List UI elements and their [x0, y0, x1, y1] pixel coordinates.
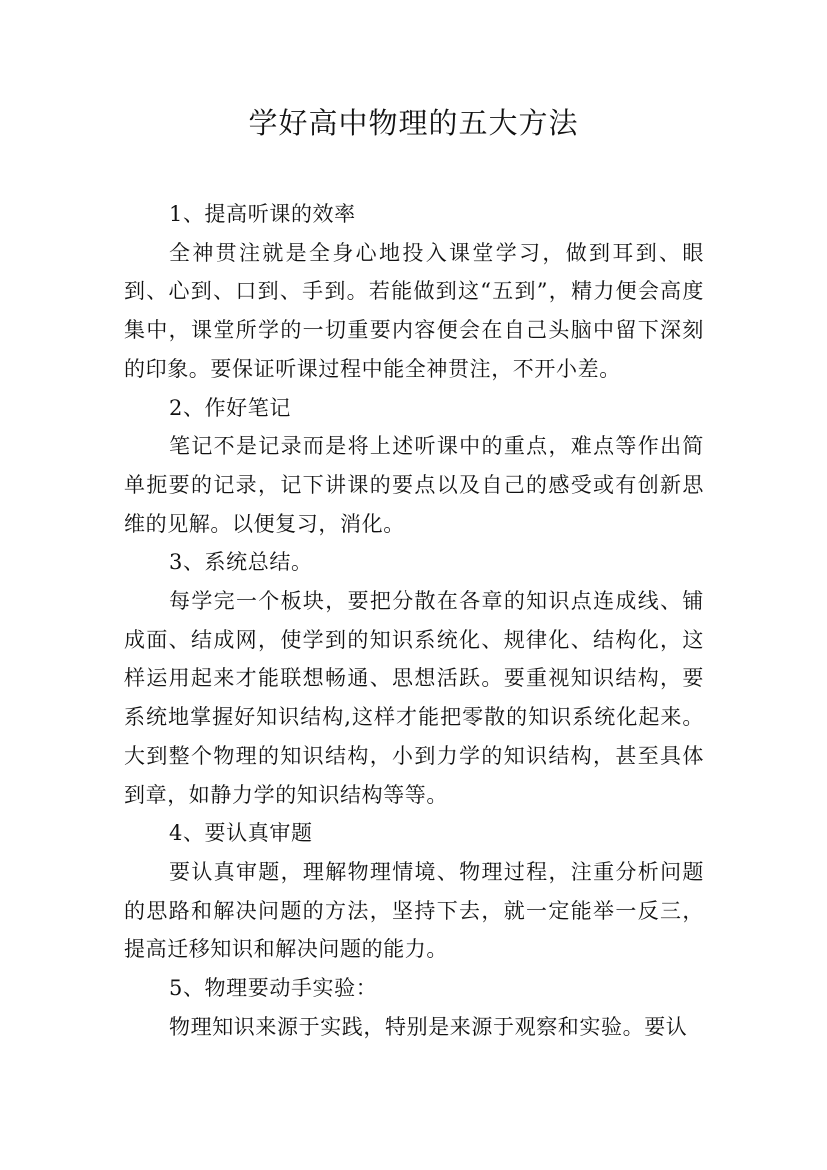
section-heading-5: 5、物理要动手实验： — [169, 976, 378, 1001]
section-paragraph-5: 物理知识来源于实践，特别是来源于观察和实验。要认 — [169, 1014, 688, 1039]
section-paragraph-1: 全神贯注就是全身心地投入课堂学习，做到耳到、眼到、心到、口到、手到。若能做到这“五到”，精力便会高度集中，课堂所学的一切重要内容便会在自己头脑中留下深刻的印象。要保证听课过程中能全神贯注，不开小差。 — [124, 240, 704, 381]
section-heading-2: 2、作好笔记 — [169, 395, 291, 420]
section-heading-1: 1、提高听课的效率 — [169, 202, 356, 226]
section-heading-4: 4、要认真审题 — [169, 821, 313, 846]
section-paragraph-4: 要认真审题，理解物理情境、物理过程，注重分析问题的思路和解决问题的方法，坚持下去，就一定能举一反三，提高迁移知识和解决问题的能力。 — [124, 859, 704, 962]
document-title: 学好高中物理的五大方法 — [248, 106, 579, 140]
document-body — [124, 195, 704, 1046]
section-paragraph-2: 笔记不是记录而是将上述听课中的重点，难点等作出简单扼要的记录，记下讲课的要点以及自己的感受或有创新思维的见解。以便复习，消化。 — [124, 434, 704, 536]
section-paragraph-3: 每学完一个板块，要把分散在各章的知识点连成线、铺成面、结成网，使学到的知识系统化、规律化、结构化，这样运用起来才能联想畅通、思想活跃。要重视知识结构，要系统地掌握好知识结构,这样才能把零散的知识系统化起来。大到整个物理的知识结构，小到力学的知识结构，甚至具体到章，如静力学的知识结构等等。 — [124, 589, 704, 807]
section-heading-3: 3、系统总结。 — [169, 550, 313, 575]
